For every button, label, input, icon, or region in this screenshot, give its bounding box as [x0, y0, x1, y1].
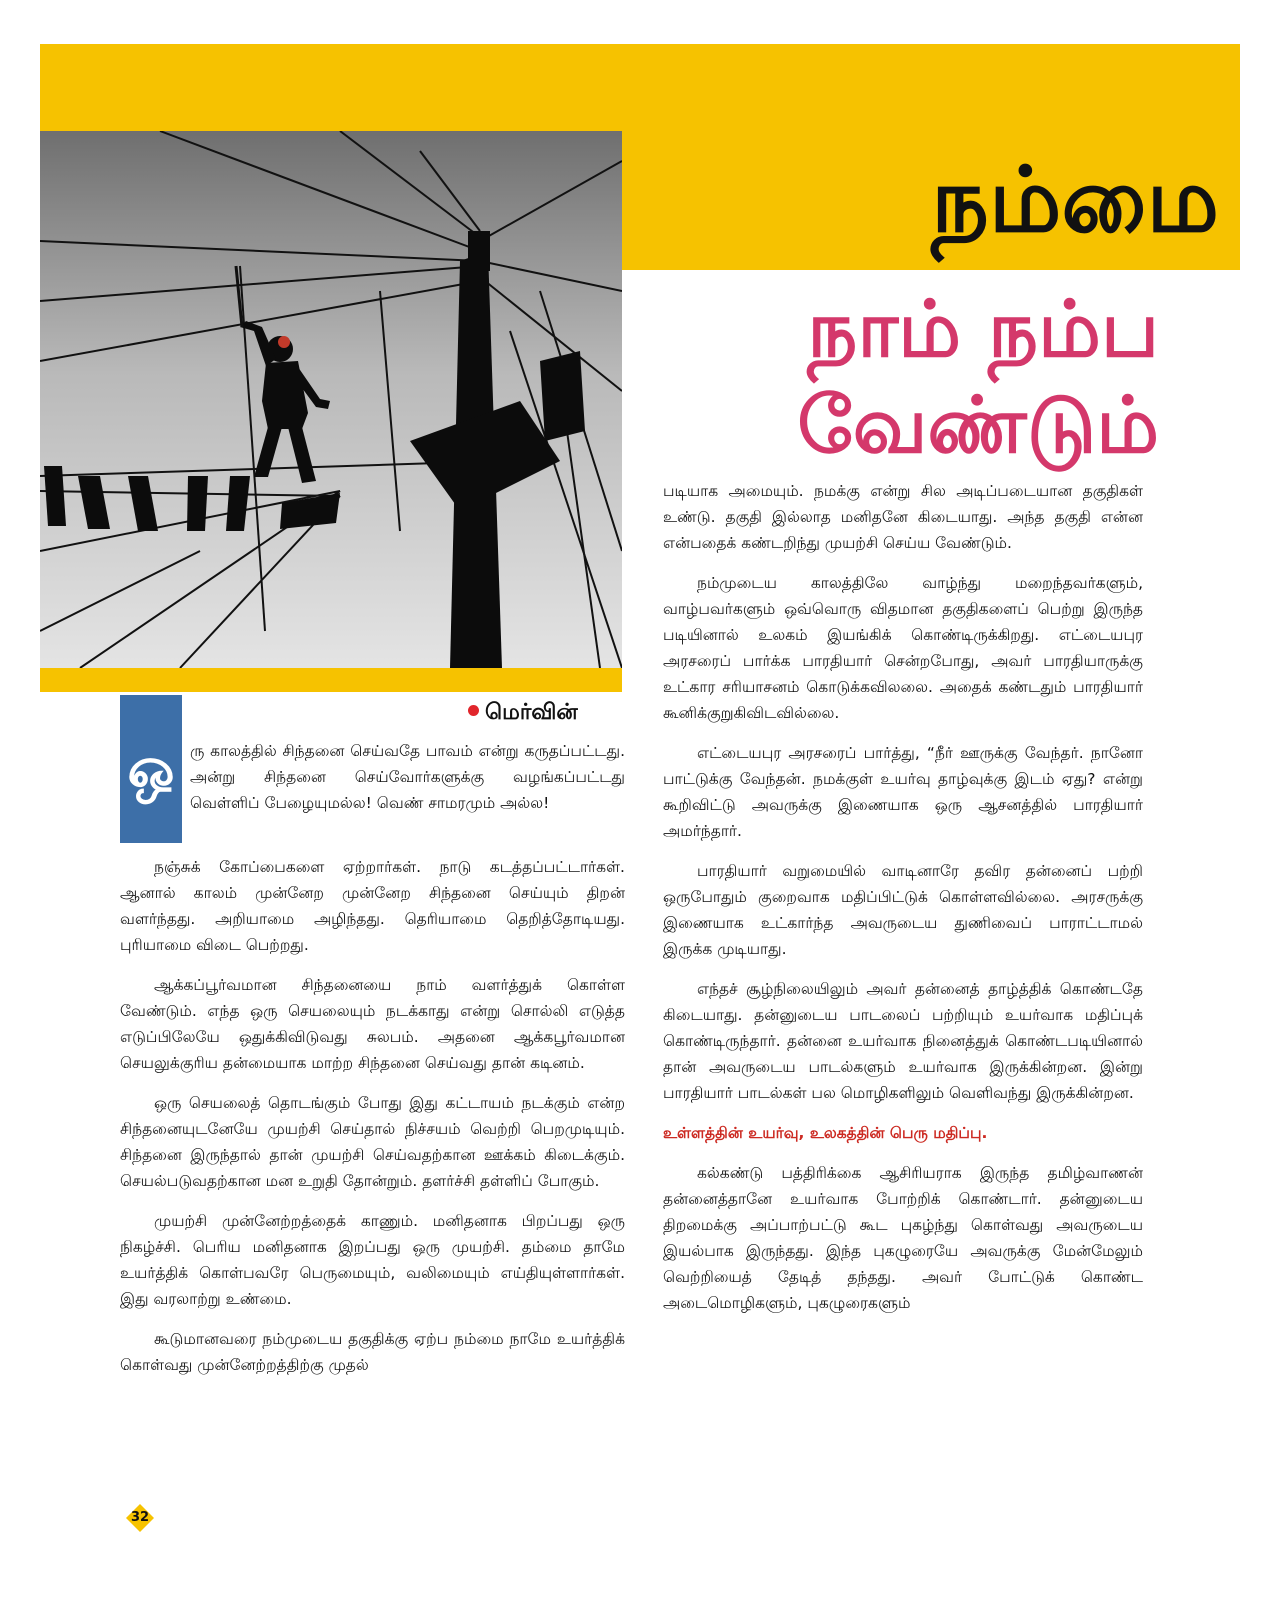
headline-lines-2-3 — [797, 282, 1159, 474]
paragraph: எந்தச் சூழ்நிலையிலும் அவர் தன்னைத் தாழ்த்திக் கொண்டதே கிடையாது. தன்னுடைய பாடலைப் பற்றியும் உயர்வாக மதிப்புக் கொண்டிருந்தார். தன்னை உயர்வாக நினைத்துக் கொண்டபடியினால் தான் அவருடைய பாடல்களும் உயர்வாக இருக்கின்றன. இன்று பாரதியார் பாடல்கள் பல மொழிகளிலும் வெளிவந்து இருக்கின்றன. — [663, 980, 1143, 1102]
headline-line-3: வேண்டும் — [797, 381, 1159, 471]
paragraph: படியாக அமையும். நமக்கு என்று சில அடிப்படையான தகுதிகள் உண்டு. தகுதி இல்லாத மனிதனே கிடையாது. அந்த தகுதி என்ன என்பதைக் கண்டறிந்து முயற்சி செய்ய வேண்டும். — [663, 482, 1143, 552]
ropes-course-photo — [40, 131, 622, 668]
paragraph: ஒரு செயலைத் தொடங்கும் போது இது கட்டாயம் நடக்கும் என்ற சிந்தனையுடனேயே முயற்சி செய்தால் நிச்சயம் வெற்றி பெறமுடியும். சிந்தனை இருந்தால் தான் முயற்சி செய்வதற்கான ஊக்கம் கிடைக்கும். செயல்படுவதற்கான மன உறுதி தோன்றும். தளர்ச்சி தள்ளிப் போகும். — [120, 1094, 625, 1190]
paragraph: கூடுமானவரை நம்முடைய தகுதிக்கு ஏற்ப நம்மை நாமே உயர்த்திக் கொள்வது முன்னேற்றத்திற்கு முதல் — [120, 1330, 625, 1374]
bullet-dot-icon — [468, 705, 479, 716]
paragraph: எட்டையபுர அரசரைப் பார்த்து, “நீர் ஊருக்கு வேந்தர். நானோ பாட்டுக்கு வேந்தன். நமக்குள் உயர்வு தாழ்வுக்கு இடம் ஏது? என்று கூறிவிட்டு அவருக்கு இணையாக ஒரு ஆசனத்தில் பாரதியார் அமர்ந்தார். — [663, 744, 1143, 840]
page-number: 32 — [130, 1510, 150, 1525]
left-column — [120, 854, 625, 1392]
dropcap-letter: ஒ — [127, 736, 175, 801]
headline-line-2: நாம் நம்ப — [807, 285, 1159, 375]
paragraph: கல்கண்டு பத்திரிக்கை ஆசிரியராக இருந்த தமிழ்வாணன் தன்னைத்தானே உயர்வாக போற்றிக் கொண்டார். தன்னுடைய திறமைக்கு அப்பாற்பட்டு கூட புகழ்ந்து கொள்வது அவருடைய இயல்பாக இருந்தது. இந்த புகழுரையே அவருக்கு மேன்மேலும் வெற்றியைத் தேடித் தந்தது. அவர் போட்டுக் கொண்ட அடைமொழிகளும், புகழுரைகளும் — [663, 1164, 1143, 1312]
paragraph: முயற்சி முன்னேற்றத்தைக் காணும். மனிதனாக பிறப்பது ஒரு நிகழ்ச்சி. பெரிய மனிதனாக இறப்பது ஒரு முயற்சி. தம்மை தாமே உயர்த்திக் கொள்பவரே பெருமையும், வலிமையும் எய்தியுள்ளார்கள். இது வரலாற்று உண்மை. — [120, 1212, 625, 1308]
dropcap-box — [120, 695, 182, 843]
paragraph: நம்முடைய காலத்திலே வாழ்ந்து மறைந்தவர்களும், வாழ்பவர்களும் ஒவ்வொரு விதமான தகுதிகளைப் பெற்று இருந்த படியினால் உலகம் இயங்கிக் கொண்டிருக்கிறது. எட்டையபுர அரசரைப் பார்க்க பாரதியார் சென்றபோது, அவர் பாரதியாருக்கு உட்கார சரியாசனம் கொடுக்கவிலலை. அதைக் கண்டதும் பாரதியார் கூனிக்குறுகிவிடவில்லை. — [663, 574, 1143, 722]
paragraph: நஞ்சுக் கோப்பைகளை ஏற்றார்கள். நாடு கடத்தப்பட்டார்கள். ஆனால் காலம் முன்னேற முன்னேற சிந்தனை செய்யும் திறன் வளர்ந்தது. அறியாமை அழிந்தது. தெரியாமை தெறித்தோடியது. புரியாமை விடை பெற்றது. — [120, 858, 625, 954]
author-name: மெர்வின் — [485, 700, 578, 725]
paragraph: ஆக்கப்பூர்வமான சிந்தனையை நாம் வளர்த்துக் கொள்ள வேண்டும். எந்த ஒரு செயலையும் நடக்காது என்று சொல்லி எடுத்த எடுப்பிலேயே ஒதுக்கிவிடுவது சுலபம். அதனை ஆக்கபூர்வமான செயலுக்குரிய தன்மையாக மாற்ற சிந்தனை செய்வது தான் கடினம். — [120, 976, 625, 1072]
headline-line-1: நம்மை — [931, 147, 1219, 253]
right-column — [663, 478, 1143, 1330]
intro-paragraph: ரு காலத்தில் சிந்தனை செய்வதே பாவம் என்று கருதப்பட்டது. அன்று சிந்தனை செய்வோர்களுக்கு வழங்கப்பட்டது வெள்ளிப் பேழையுமல்ல! வெண் சாமரமும் அல்ல! — [190, 742, 625, 812]
author-byline — [468, 700, 578, 728]
paragraph: பாரதியார் வறுமையில் வாடினாரே தவிர தன்னைப் பற்றி ஒருபோதும் குறைவாக மதிப்பிட்டுக் கொள்ளவில்லை. அரசருக்கு இணையாக உட்கார்ந்த அவருடைய துணிவைப் பாராட்டாமல் இருக்க முடியாது. — [663, 862, 1143, 958]
section-subheading: உள்ளத்தின் உயர்வு, உலகத்தின் பெரு மதிப்பு. — [663, 1124, 988, 1142]
